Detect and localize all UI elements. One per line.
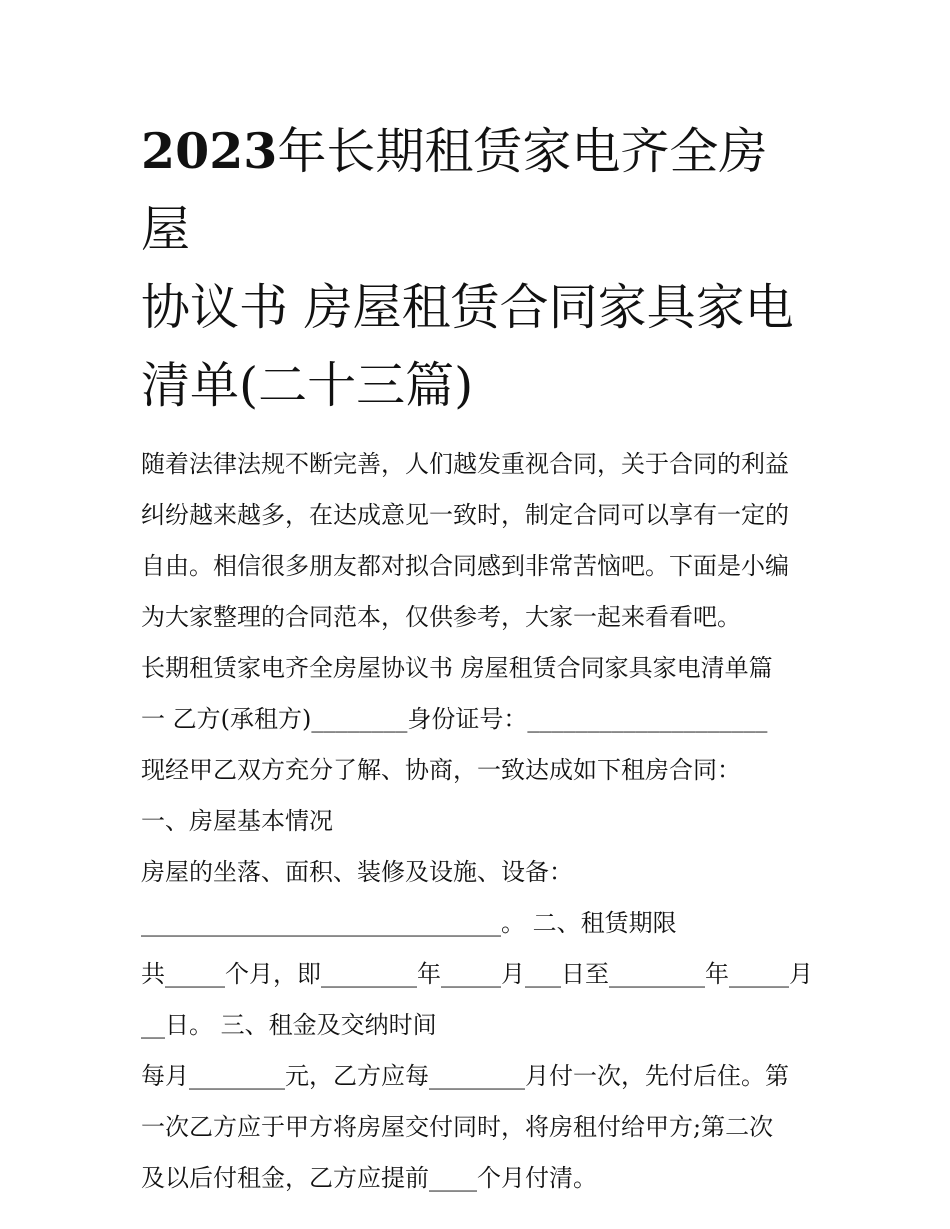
- title-year: 2023: [141, 122, 278, 180]
- body-line: 随着法律法规不断完善，人们越发重视合同，关于合同的利益: [141, 450, 789, 478]
- body-line: __日。 三、租金及交纳时间: [141, 1011, 437, 1039]
- body-line: 每月________元，乙方应每________月付一次，先付后住。第: [141, 1062, 789, 1090]
- document-body: [141, 439, 813, 1204]
- document-title: [141, 112, 813, 425]
- body-line: 一 乙方(承租方)________身份证号：____________________: [141, 705, 768, 733]
- section-heading: 一、房屋基本情况: [141, 807, 333, 835]
- title-line-1: [141, 112, 813, 269]
- document-page: [141, 112, 813, 1204]
- title-line-3: 清单(二十三篇): [141, 357, 474, 414]
- body-line: 现经甲乙双方充分了解、协商，一致达成如下租房合同：: [141, 756, 741, 784]
- body-line: ______________________________。 二、租赁期限: [141, 909, 677, 937]
- body-line: 纠纷越来越多，在达成意见一致时，制定合同可以享有一定的: [141, 501, 789, 529]
- body-line: 自由。相信很多朋友都对拟合同感到非常苦恼吧。下面是小编: [141, 552, 789, 580]
- body-line: 为大家整理的合同范本，仅供参考，大家一起来看看吧。: [141, 603, 741, 631]
- body-line: 及以后付租金，乙方应提前____个月付清。: [141, 1164, 597, 1192]
- title-line-2: 协议书 房屋租赁合同家具家电: [141, 279, 794, 336]
- body-line: 房屋的坐落、面积、装修及设施、设备：: [141, 858, 573, 886]
- title-line-1-text: 年长期租赁家电齐全房屋: [141, 123, 768, 258]
- body-line: 长期租赁家电齐全房屋协议书 房屋租赁合同家具家电清单篇: [141, 654, 773, 682]
- body-line: 一次乙方应于甲方将房屋交付同时，将房租付给甲方;第二次: [141, 1113, 774, 1141]
- body-line: 共_____个月，即________年_____月___日至________年_____月: [141, 960, 813, 988]
